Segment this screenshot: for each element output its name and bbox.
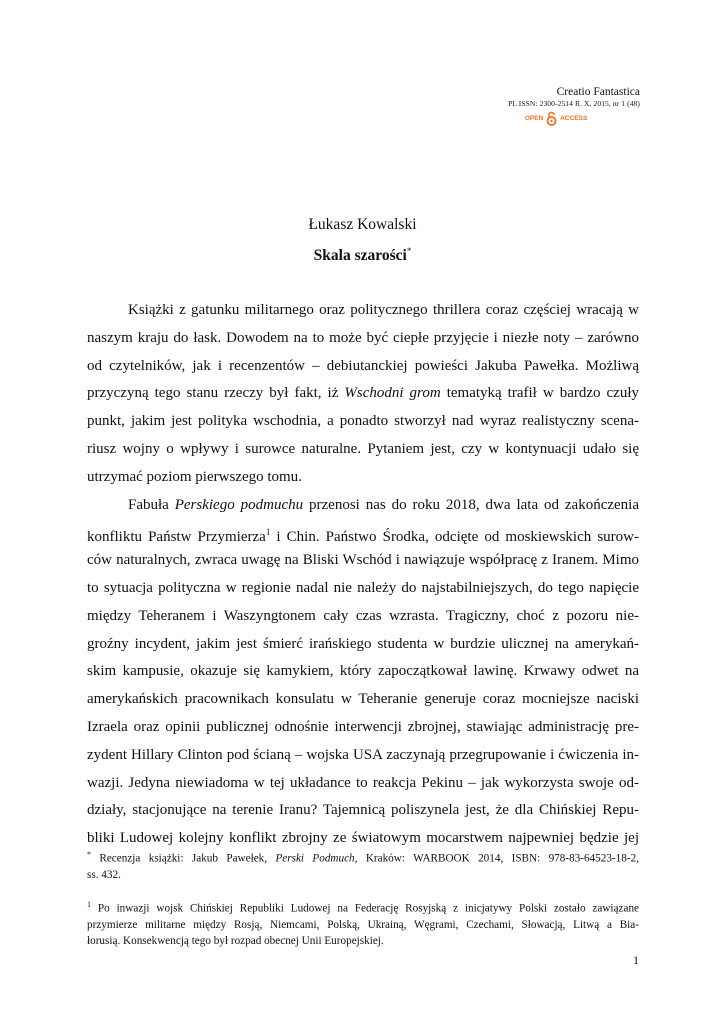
book-title-italic: Perski Podmuch bbox=[275, 852, 355, 865]
body-line: riusz wojny o wpływy i surowce naturalne. Pytaniem jest, czy w kontynuacji udało się bbox=[87, 440, 639, 457]
body-line: od czytelników, jak i recenzentów – debiutanckiej powieści Jakuba Pawełka. Możliwą bbox=[87, 357, 639, 374]
footnote-mark: * bbox=[87, 850, 91, 859]
body-line: to sytuacja polityczna w regionie nadal nie należy do najstabilniejszych, do tego napięcie bbox=[87, 579, 639, 596]
article-body bbox=[87, 297, 639, 853]
open-access-badge bbox=[508, 111, 640, 126]
body-line bbox=[87, 492, 639, 520]
footnote-1 bbox=[87, 897, 639, 950]
title-footnote-mark: * bbox=[406, 246, 412, 256]
text-run: i Chin. Państwo Środka, odcięte od moskiewskich surow- bbox=[270, 529, 639, 546]
footnote-line: przymierze militarne między Rosją, Niemcami, Polską, Ukrainą, Węgrami, Czechami, Słowacją, Litwą a Bia- bbox=[87, 918, 639, 931]
text-run: Po inwazji wojsk Chińskiej Republiki Ludowej na Federację Rosyjską z inicjatywy Polski zostało zawiązane bbox=[91, 902, 639, 915]
footnote-line bbox=[87, 847, 639, 867]
footnote-mark: 1 bbox=[87, 899, 91, 909]
body-line: Książki z gatunku militarnego oraz politycznego thrillera coraz częściej wracają w bbox=[128, 302, 639, 318]
body-line: groźny incydent, jakim jest śmierć irańskiego studenta w burdzie ulicznej na amerykań- bbox=[87, 635, 639, 652]
footnote-ref[interactable]: 1 bbox=[265, 527, 271, 538]
body-line: wazji. Jedyna niewiadoma w tej układance to reakcja Pekinu – jak wykorzysta swoje od- bbox=[87, 774, 639, 791]
body-line: punkt, jakim jest polityka wschodnia, a ponadto stworzył nad wyraz realistyczny scena- bbox=[87, 413, 639, 430]
text-run: tematyką trafił w bardzo czuły bbox=[440, 385, 639, 402]
footnote-line: łorusią. Konsekwencją tego był rozpad obecnej Unii Europejskiej. bbox=[87, 935, 384, 948]
text-run: przenosi nas do roku 2018, dwa lata od zakończenia bbox=[303, 496, 640, 513]
text-run: konfliktu Państw Przymierza bbox=[87, 529, 266, 546]
body-line: naszym kraju do łask. Dowodem na to może być ciepłe przyjęcie i niezłe noty – zarówno bbox=[87, 329, 639, 346]
journal-title: Creatio Fantastica bbox=[556, 86, 640, 98]
open-access-left-label: OPEN bbox=[524, 115, 544, 122]
body-line: skim kampusie, okazuje się kamykiem, który zapoczątkował lawinę. Krwawy odwet na bbox=[87, 663, 639, 680]
body-line: utrzymać poziom pierwszego tomu. bbox=[87, 468, 302, 485]
text-run: Recenzja książki: Jakub Pawełek, bbox=[91, 852, 276, 865]
body-line: bliki Ludowej kolejny konflikt zbrojny ze światowym mocarstwem najpewniej będzie jej bbox=[87, 830, 639, 847]
text-run: Fabuła bbox=[128, 496, 175, 513]
article-title-text: Skala szarości bbox=[313, 247, 407, 265]
page-number: 1 bbox=[633, 953, 639, 967]
open-lock-icon bbox=[546, 111, 557, 126]
article-title bbox=[0, 246, 725, 265]
footnote-review bbox=[87, 847, 639, 884]
body-line: amerykańskich pracownikach konsulatu w Teheranie generuje coraz mocniejsze naciski bbox=[87, 691, 639, 708]
open-access-right-label: ACCESS bbox=[560, 115, 588, 122]
paragraph-1 bbox=[87, 297, 639, 492]
book-title-italic: Perskiego podmuchu bbox=[174, 496, 304, 513]
body-line: zydent Hillary Clinton pod ścianą – wojska USA zaczynają przegrupowanie i ćwiczenia in- bbox=[87, 746, 639, 763]
body-line: działy, stacjonujące na terenie Iranu? Tajemnicą poliszynela jest, że dla Chińskiej Repu- bbox=[87, 802, 639, 819]
body-line: ców naturalnych, zwraca uwagę na Bliski Wschód i nawiązuje współpracę z Iranem. Mimo bbox=[87, 552, 639, 569]
footnotes bbox=[87, 847, 639, 963]
footnote-line: ss. 432. bbox=[87, 869, 121, 882]
paragraph-2 bbox=[87, 492, 639, 853]
footnote-line bbox=[87, 897, 639, 917]
journal-header bbox=[508, 86, 640, 126]
body-line: Izraela oraz opinii publicznej odnośnie interwencji zbrojnej, stawiając administrację pre- bbox=[87, 718, 639, 735]
text-run: , Kraków: WARBOOK 2014, ISBN: 978-83-64523-18-2, bbox=[354, 852, 639, 865]
author-name: Łukasz Kowalski bbox=[308, 216, 417, 233]
book-title-italic: Wschodni grom bbox=[344, 385, 441, 402]
text-run: przyczyną tego stanu rzeczy był fakt, iż bbox=[87, 385, 345, 402]
body-line: między Teheranem i Waszyngtonem cały czas wzrasta. Tragiczny, choć z pozoru nie- bbox=[87, 607, 639, 624]
body-line bbox=[87, 519, 639, 547]
journal-issn: PL ISSN: 2300-2514 R. X, 2015, nr 1 (48) bbox=[508, 99, 640, 108]
body-line bbox=[87, 380, 639, 408]
